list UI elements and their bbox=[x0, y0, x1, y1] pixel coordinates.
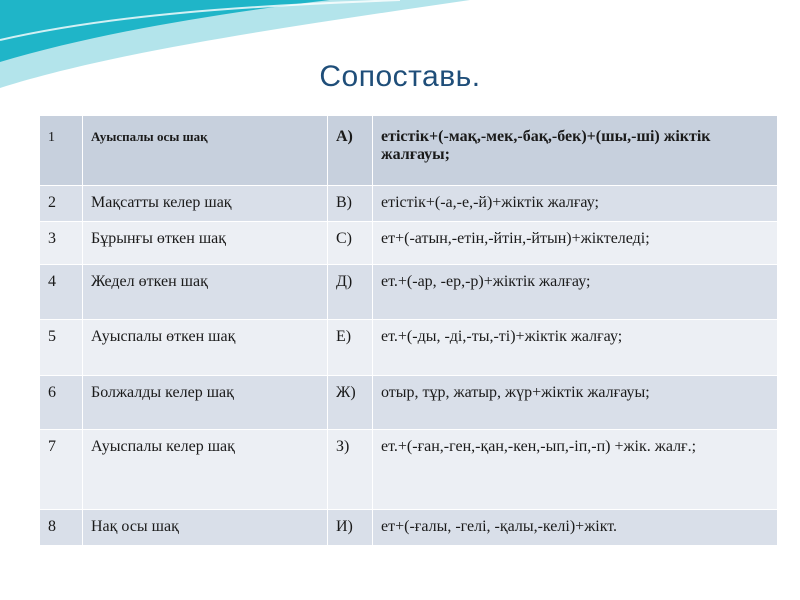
tense-name: Мақсатты келер шақ bbox=[83, 186, 328, 222]
suffix-rule: етістік+(-мақ,-мек,-бақ,-бек)+(шы,-ші) жіктік жалғауы; bbox=[373, 116, 778, 186]
suffix-rule: ет+(-ғалы, -гелі, -қалы,-келі)+жікт. bbox=[373, 510, 778, 546]
table-row bbox=[40, 222, 778, 265]
row-number: 4 bbox=[40, 265, 83, 320]
tense-name: Нақ осы шақ bbox=[83, 510, 328, 546]
slide-title: Сопоставь. bbox=[319, 60, 481, 93]
row-number: 3 bbox=[40, 222, 83, 265]
row-number: 2 bbox=[40, 186, 83, 222]
suffix-rule: отыр, тұр, жатыр, жүр+жіктік жалғауы; bbox=[373, 376, 778, 430]
suffix-rule: ет.+(-ар, -ер,-р)+жіктік жалғау; bbox=[373, 265, 778, 320]
table-row bbox=[40, 265, 778, 320]
option-letter: А) bbox=[328, 116, 373, 186]
suffix-rule: ет.+(-ды, -ді,-ты,-ті)+жіктік жалғау; bbox=[373, 320, 778, 376]
row-number: 8 bbox=[40, 510, 83, 546]
tense-name: Ауыспалы өткен шақ bbox=[83, 320, 328, 376]
matching-table bbox=[39, 115, 778, 546]
option-letter: И) bbox=[328, 510, 373, 546]
option-letter: В) bbox=[328, 186, 373, 222]
suffix-rule: ет+(-атын,-етін,-йтін,-йтын)+жіктеледі; bbox=[373, 222, 778, 265]
tense-name: Ауыспалы осы шақ bbox=[83, 116, 328, 186]
row-number: 7 bbox=[40, 430, 83, 510]
row-number: 5 bbox=[40, 320, 83, 376]
tense-name: Бұрынғы өткен шақ bbox=[83, 222, 328, 265]
option-letter: Ж) bbox=[328, 376, 373, 430]
option-letter: С) bbox=[328, 222, 373, 265]
suffix-rule: ет.+(-ған,-ген,-қан,-кен,-ып,-іп,-п) +жік. жалғ.; bbox=[373, 430, 778, 510]
table-row bbox=[40, 376, 778, 430]
table-row bbox=[40, 320, 778, 376]
table-row bbox=[40, 186, 778, 222]
tense-name: Жедел өткен шақ bbox=[83, 265, 328, 320]
suffix-rule: етістік+(-а,-е,-й)+жіктік жалғау; bbox=[373, 186, 778, 222]
row-number: 6 bbox=[40, 376, 83, 430]
table-row bbox=[40, 430, 778, 510]
option-letter: Д) bbox=[328, 265, 373, 320]
tense-name: Болжалды келер шақ bbox=[83, 376, 328, 430]
option-letter: З) bbox=[328, 430, 373, 510]
tense-name: Ауыспалы келер шақ bbox=[83, 430, 328, 510]
option-letter: Е) bbox=[328, 320, 373, 376]
row-number: 1 bbox=[40, 116, 83, 186]
table-row bbox=[40, 510, 778, 546]
table-row bbox=[40, 116, 778, 186]
